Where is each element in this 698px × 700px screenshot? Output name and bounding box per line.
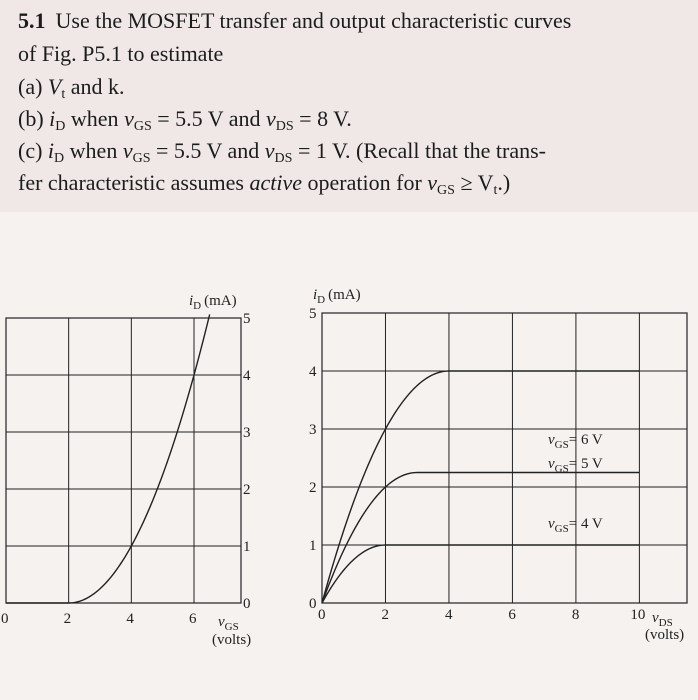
output-plot-frame (322, 313, 687, 603)
output-y-tick-label: 5 (309, 306, 317, 322)
problem-part-a: (a) $V_t$ and k. (18, 74, 125, 102)
problem-statement (0, 0, 698, 212)
transfer-y-tick-label: 1 (243, 539, 251, 555)
curve-label-vgs-6: $v_{GS}= 6$ V (548, 432, 603, 451)
output-x-tick-label: 10 (630, 607, 646, 623)
transfer-x-tick-label: 0 (1, 611, 9, 627)
transfer-y-tick-label: 0 (243, 596, 251, 612)
problem-recall-line: fer characteristic assumes active operation for $v_{GS} \ge V_t$.) (18, 170, 511, 198)
transfer-x-axis-unit: (volts) (212, 632, 252, 648)
output-curve-2 (322, 545, 639, 603)
output-y-tick-label: 0 (309, 596, 317, 612)
output-y-tick-label: 1 (309, 538, 317, 554)
output-y-tick-label: 4 (309, 364, 317, 380)
output-characteristics-chart (309, 287, 687, 643)
transfer-y-tick-label: 2 (243, 482, 251, 498)
problem-number: 5.1 (18, 8, 46, 33)
curve-label-vgs-5: $v_{GS}= 5$ V (548, 456, 603, 475)
curve-label-vgs-4: $v_{GS}= 4$ V (548, 516, 603, 535)
problem-part-b: (b) $i_D$ when $v_{GS} = 5.5$ V and $v_{DS} = 8$ V. (18, 106, 352, 134)
transfer-curve (6, 314, 210, 603)
transfer-y-tick-label: 3 (243, 425, 251, 441)
transfer-x-tick-label: 4 (126, 611, 134, 627)
output-x-axis-unit: (volts) (645, 627, 685, 643)
problem-part-c: (c) $i_D$ when $v_{GS} = 5.5$ V and $v_{DS} = 1$ V. (Recall that the trans- (18, 138, 546, 166)
output-curve-1 (322, 473, 639, 604)
output-x-tick-label: 0 (318, 607, 326, 623)
problem-line-1: 5.1 Use the MOSFET transfer and output characteristic curves (18, 8, 572, 33)
transfer-characteristic-chart (1, 293, 251, 648)
output-grid (322, 313, 687, 603)
problem-line-2: of Fig. P5.1 to estimate (18, 41, 224, 66)
output-x-tick-label: 6 (508, 607, 516, 623)
transfer-tick-labels (1, 311, 251, 627)
transfer-y-tick-label: 5 (243, 311, 251, 327)
output-x-tick-label: 2 (381, 607, 389, 623)
transfer-x-axis-symbol: $v_{GS}$ (218, 614, 239, 633)
figure-p5-1 (0, 262, 698, 700)
transfer-y-axis-label: $i_D$ (mA) (189, 293, 237, 312)
output-x-tick-label: 4 (444, 607, 453, 623)
transfer-x-tick-label: 6 (189, 611, 197, 627)
output-y-tick-label: 2 (309, 480, 317, 496)
output-y-axis-label: $i_D$ (mA) (313, 287, 361, 306)
transfer-y-tick-label: 4 (243, 368, 251, 384)
output-x-axis-symbol: $v_{DS}$ (652, 610, 673, 629)
output-y-tick-label: 3 (309, 422, 317, 438)
output-x-tick-label: 8 (571, 607, 580, 623)
transfer-x-tick-label: 2 (63, 611, 72, 627)
